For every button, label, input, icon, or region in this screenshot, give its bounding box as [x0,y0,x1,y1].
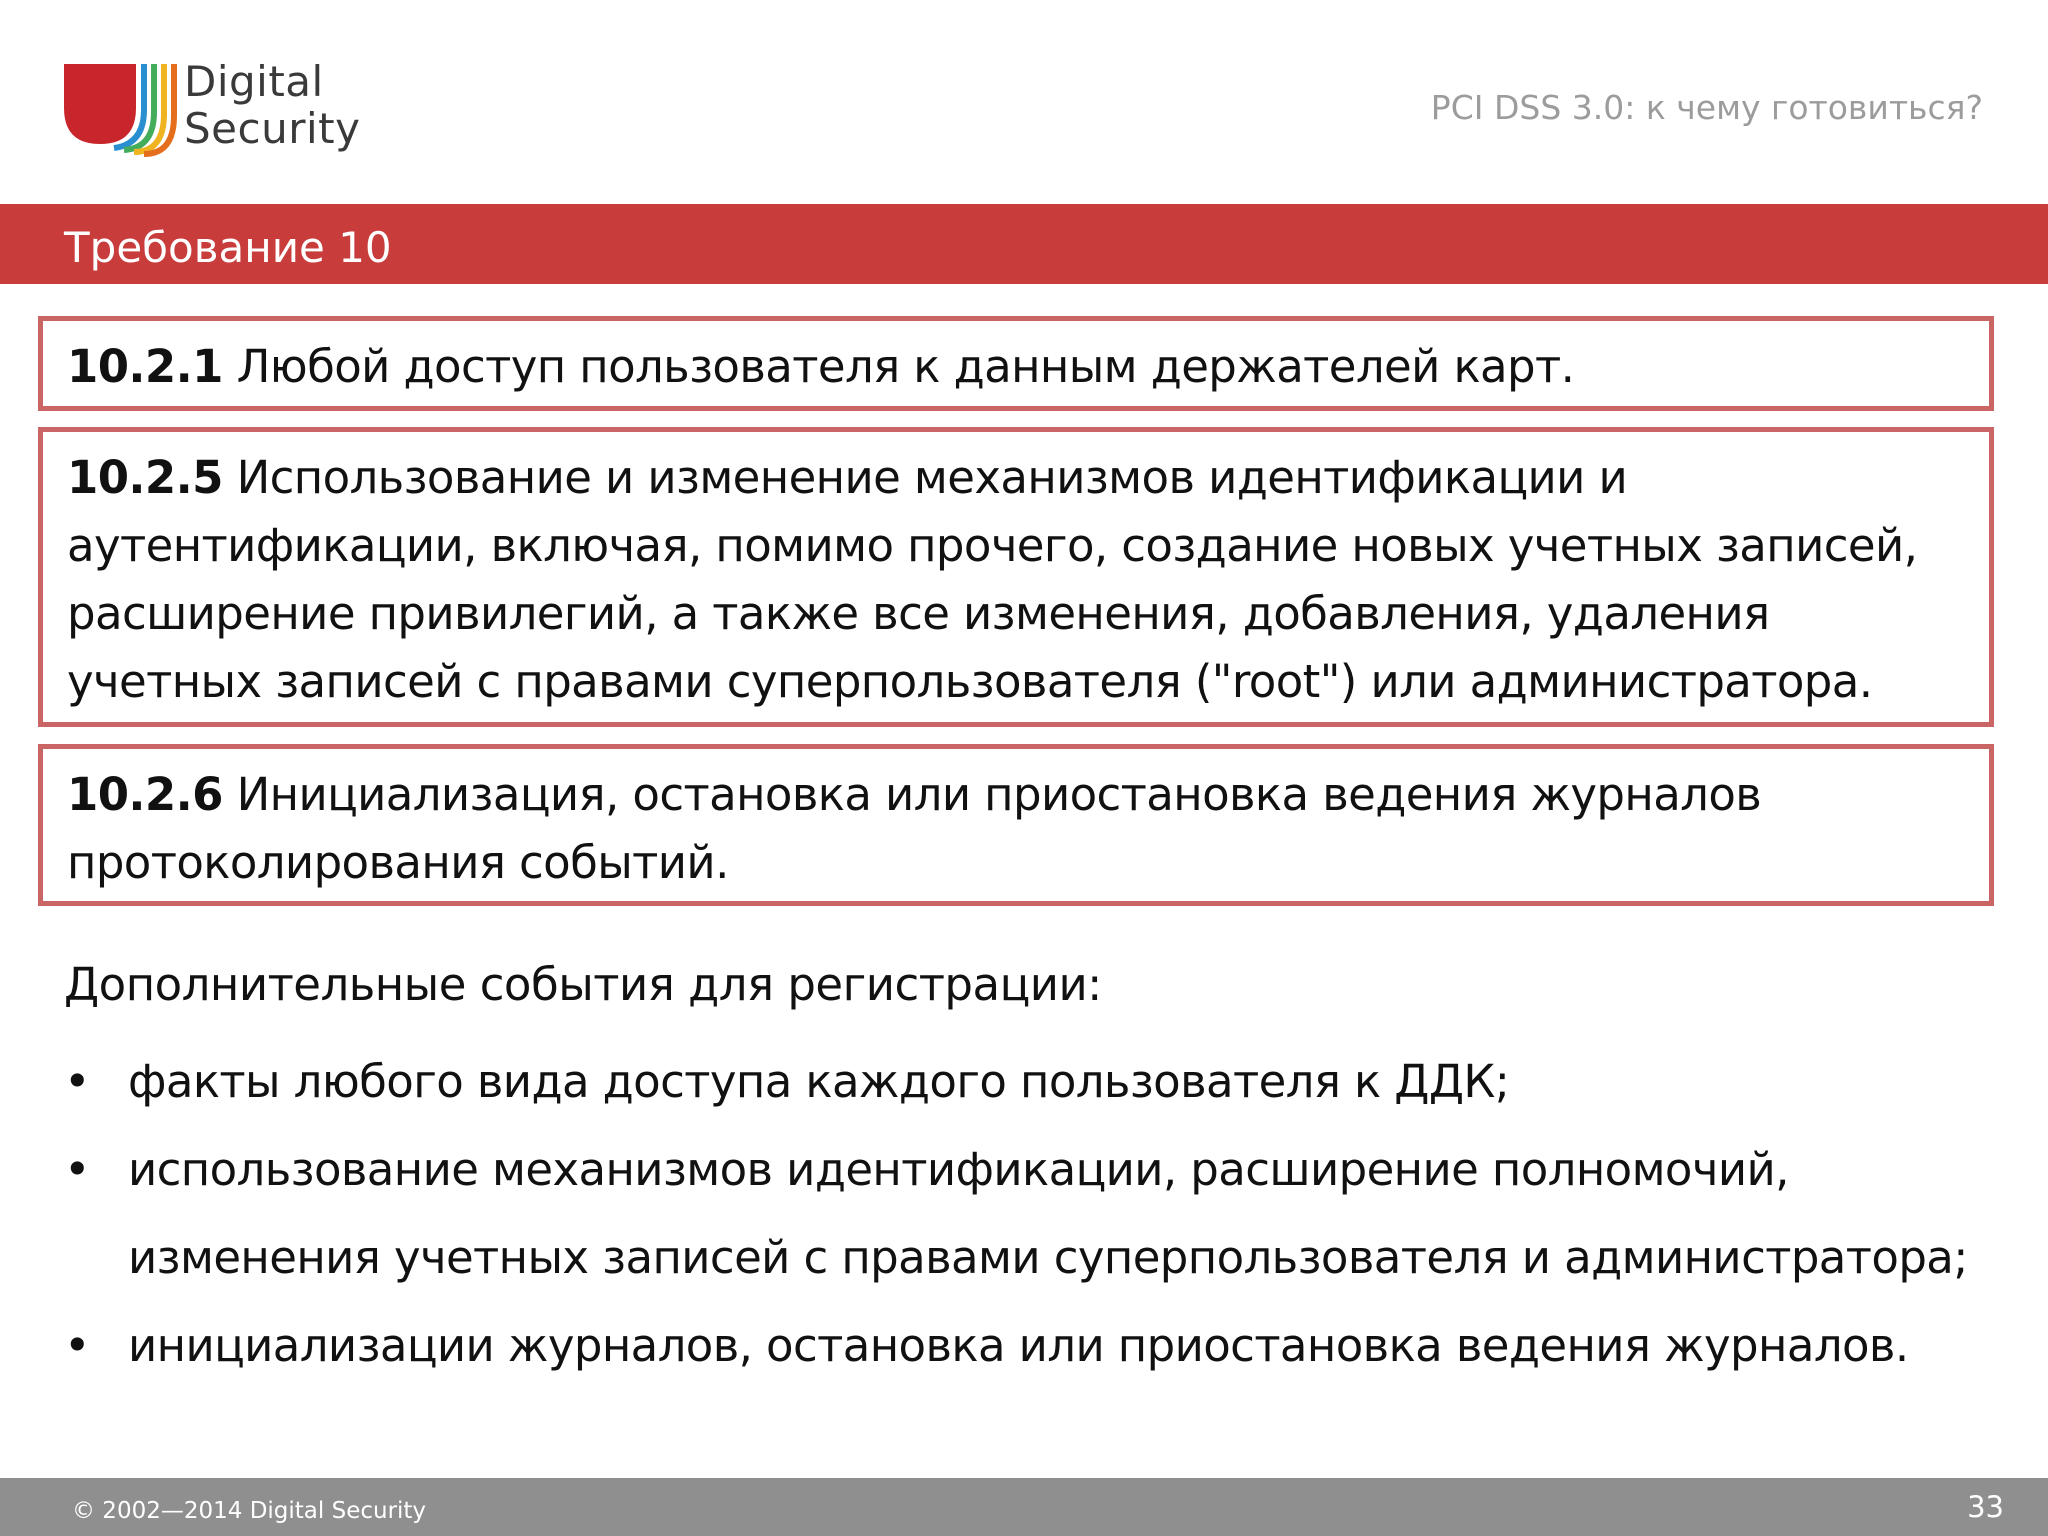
list-item [64,1302,2024,1390]
requirement-text: Инициализация, остановка или приостановка ведения журналов протоколирования событий. [67,768,1762,889]
requirement-box-10-2-6 [38,744,1994,906]
list-item-text: использование механизмов идентификации, расширение полномочий, изменения учетных записей с правами суперпользователя и администратора; [128,1143,1968,1284]
requirement-text: Любой доступ пользователя к данным держателей карт. [236,340,1575,393]
requirement-code: 10.2.1 [67,340,223,393]
bullet-icon: • [64,1143,90,1196]
footer-bar [0,1478,2048,1536]
requirement-code: 10.2.5 [67,451,223,504]
page-number: 33 [1967,1490,2004,1524]
bullet-icon: • [64,1319,90,1372]
requirement-code: 10.2.6 [67,768,223,821]
list-item [64,1126,2024,1302]
bullet-icon: • [64,1055,90,1108]
logo-shield-icon [64,64,136,144]
extra-events-title: Дополнительные события для регистрации: [64,958,1102,1011]
logo-text-line2: Security [184,104,361,153]
logo-text-line1: Digital [184,57,324,106]
deck-title: PCI DSS 3.0: к чему готовиться? [1430,88,1983,127]
list-item-text: факты любого вида доступа каждого пользователя к ДДК; [128,1055,1510,1108]
section-title: Требование 10 [64,223,392,272]
list-item-text: инициализации журналов, остановка или приостановка ведения журналов. [128,1319,1909,1372]
requirement-text: Использование и изменение механизмов идентификации и аутентификации, включая, помимо прочего, создание новых учетных записей, расширение привилегий, а также все изменения, добавления, удаления учетных записей с правами суперпользователя ("root") или администратора. [67,451,1918,708]
copyright-text: © 2002—2014 Digital Security [72,1498,427,1524]
list-item [64,1038,2024,1126]
requirement-box-10-2-5 [38,427,1994,727]
logo-text [184,58,360,152]
requirement-box-10-2-1 [38,316,1994,411]
extra-events-list [64,1038,2024,1390]
section-title-bar [0,204,2048,284]
